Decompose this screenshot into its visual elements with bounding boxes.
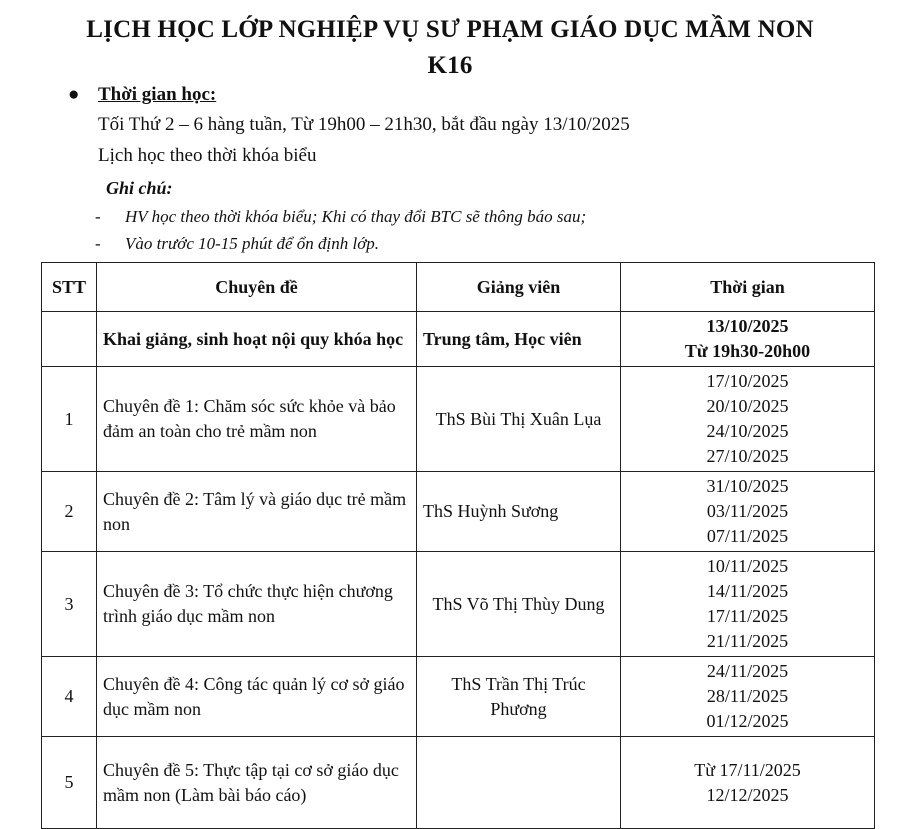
header-stt: STT (42, 263, 97, 312)
dash-icon: - (95, 207, 101, 226)
title-line-2: K16 (427, 52, 473, 79)
cell-stt: 1 (42, 367, 97, 472)
schedule-line: Tối Thứ 2 – 6 hàng tuần, Từ 19h00 – 21h30, bắt đầu ngày 13/10/2025 (98, 114, 630, 135)
cell-lecturer: ThS Huỳnh Sương (417, 472, 621, 552)
date-entry: 13/10/2025 (706, 316, 789, 336)
dash-icon: - (95, 234, 101, 253)
date-entry: 21/11/2025 (706, 631, 789, 651)
cell-time (621, 552, 875, 657)
header-time: Thời gian (621, 263, 875, 312)
cell-stt: 4 (42, 657, 97, 737)
cell-stt: 2 (42, 472, 97, 552)
cell-time (621, 657, 875, 737)
cell-time (621, 367, 875, 472)
date-entry: Từ 17/11/2025 (694, 759, 801, 780)
time-heading-label: Thời gian học: (98, 84, 217, 105)
cell-topic: Chuyên đề 2: Tâm lý và giáo dục trẻ mầm non (97, 472, 417, 552)
table-row (42, 472, 875, 552)
note-text: Vào trước 10-15 phút để ổn định lớp. (125, 234, 380, 253)
note-heading: Ghi chú: (106, 178, 173, 198)
timetable-line: Lịch học theo thời khóa biểu (98, 145, 317, 166)
time-heading (68, 84, 216, 106)
cell-topic: Chuyên đề 1: Chăm sóc sức khỏe và bảo đảm an toàn cho trẻ mầm non (97, 367, 417, 472)
bullet-icon: ● (68, 84, 80, 105)
header-lecturer: Giảng viên (417, 263, 621, 312)
date-entry: 31/10/2025 (706, 476, 789, 496)
header-topic: Chuyên đề (97, 263, 417, 312)
cell-topic: Chuyên đề 4: Công tác quản lý cơ sở giáo dục mầm non (97, 657, 417, 737)
note-item (95, 234, 379, 254)
schedule-table (41, 262, 875, 829)
cell-time (621, 312, 875, 367)
cell-time (621, 737, 875, 829)
date-entry: 07/11/2025 (706, 526, 789, 546)
note-text: HV học theo thời khóa biểu; Khi có thay đổi BTC sẽ thông báo sau; (125, 207, 587, 226)
table-row (42, 657, 875, 737)
date-entry: 03/11/2025 (706, 501, 789, 521)
table-row (42, 737, 875, 829)
cell-time (621, 472, 875, 552)
cell-lecturer (417, 737, 621, 829)
date-entry: 17/11/2025 (706, 606, 789, 626)
title-line-1: LỊCH HỌC LỚP NGHIỆP VỤ SƯ PHẠM GIÁO DỤC MẦM NON (86, 16, 814, 43)
cell-lecturer: ThS Võ Thị Thùy Dung (417, 552, 621, 657)
date-entry: 27/10/2025 (706, 446, 789, 466)
cell-stt: 3 (42, 552, 97, 657)
cell-lecturer: Trung tâm, Học viên (417, 312, 621, 367)
table-row-opening (42, 312, 875, 367)
date-entry: 17/10/2025 (706, 371, 789, 391)
date-entry: 24/11/2025 (706, 661, 789, 681)
date-entry: 20/10/2025 (706, 396, 789, 416)
cell-lecturer: ThS Bùi Thị Xuân Lụa (417, 367, 621, 472)
cell-topic: Chuyên đề 3: Tổ chức thực hiện chương trình giáo dục mầm non (97, 552, 417, 657)
date-entry: 24/10/2025 (706, 421, 789, 441)
date-entry: 28/11/2025 (706, 686, 789, 706)
date-entry: Từ 19h30-20h00 (684, 341, 811, 361)
note-item (95, 207, 586, 227)
table-row (42, 552, 875, 657)
cell-stt (42, 312, 97, 367)
date-entry: 01/12/2025 (706, 711, 789, 731)
date-entry: 14/11/2025 (706, 581, 789, 601)
cell-lecturer: ThS Trần Thị Trúc Phương (417, 657, 621, 737)
cell-topic: Khai giảng, sinh hoạt nội quy khóa học (97, 312, 417, 367)
date-entry: 12/12/2025 (706, 784, 789, 805)
cell-topic: Chuyên đề 5: Thực tập tại cơ sở giáo dục mầm non (Làm bài báo cáo) (97, 737, 417, 829)
page-title (0, 12, 900, 84)
cell-stt: 5 (42, 737, 97, 829)
table-header-row (42, 263, 875, 312)
date-entry: 10/11/2025 (706, 556, 789, 576)
table-row (42, 367, 875, 472)
